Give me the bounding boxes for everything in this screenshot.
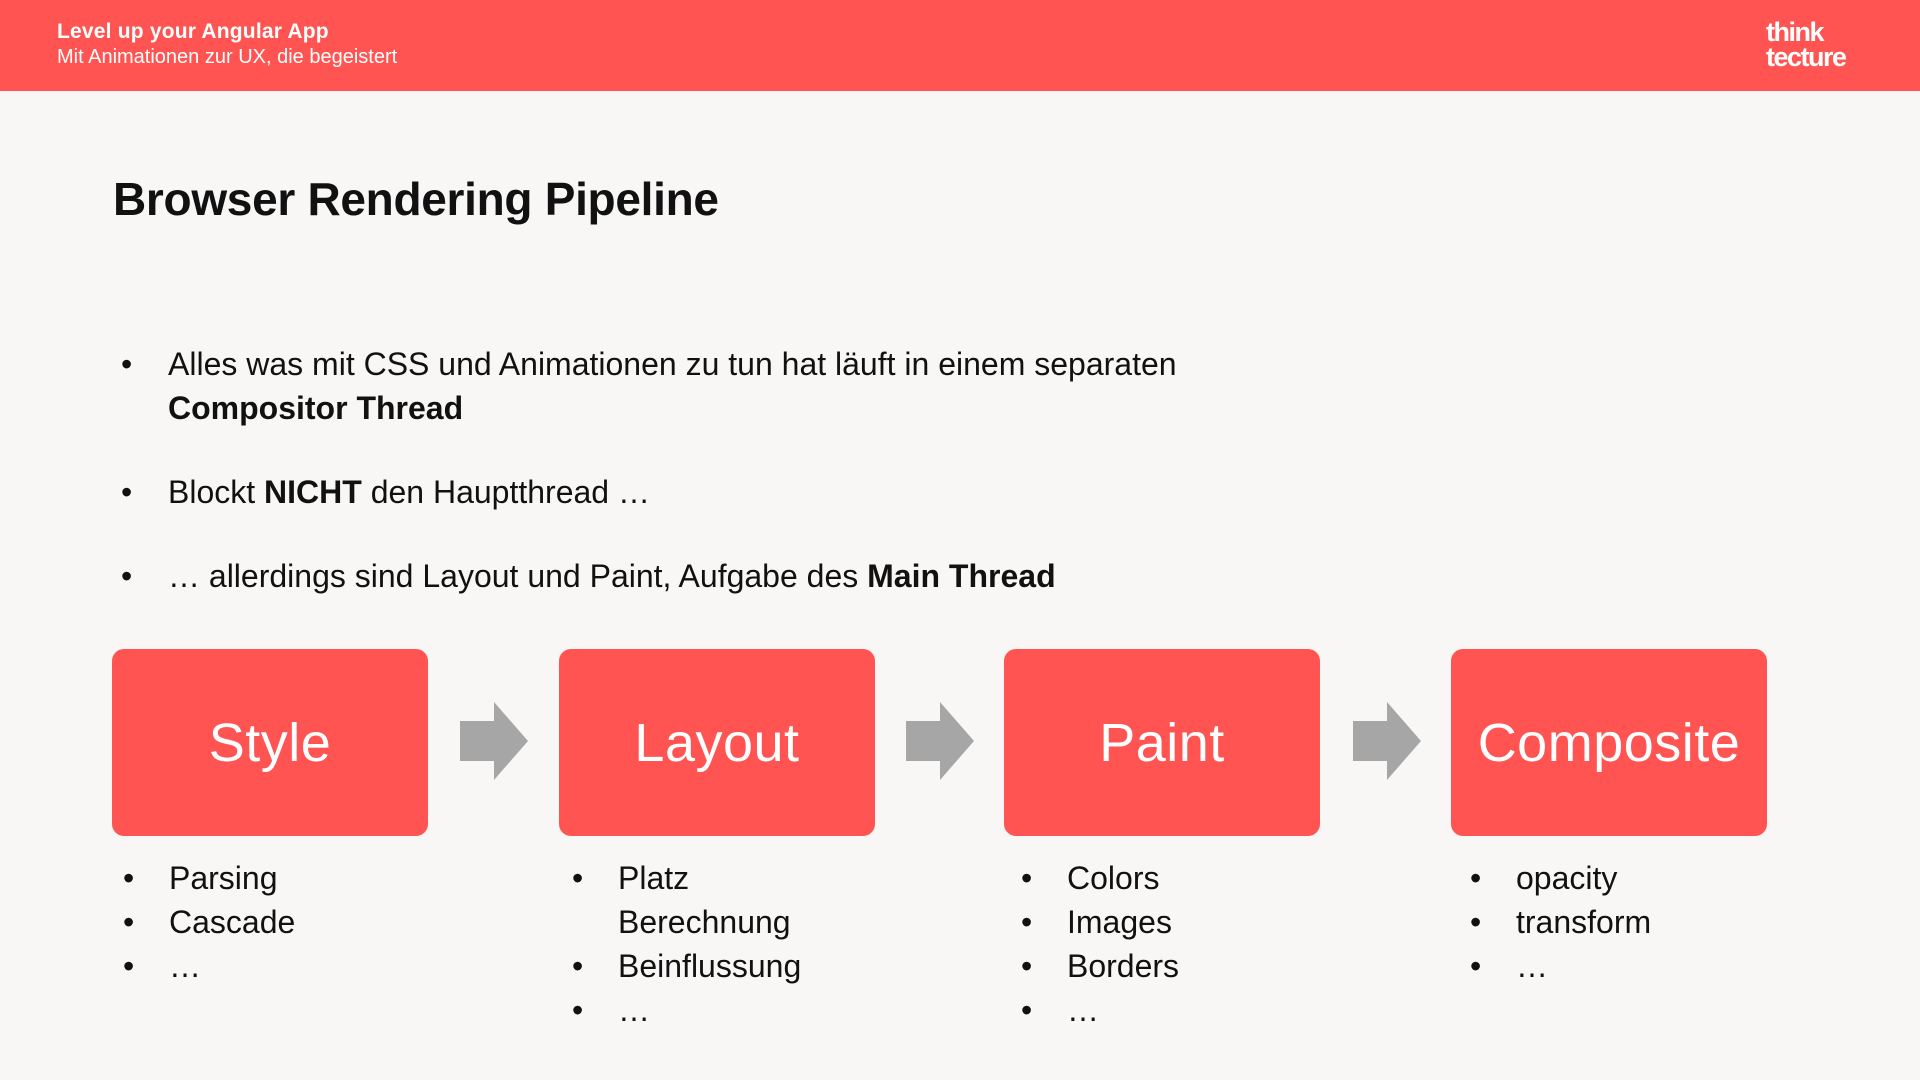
- bullet-item-1: [113, 342, 1413, 430]
- header-title: Level up your Angular App: [57, 20, 329, 43]
- bullet-3-bold: Main Thread: [867, 558, 1056, 594]
- bullet-2-after: den Hauptthread …: [361, 474, 650, 510]
- list-item: • …: [1011, 988, 1341, 1032]
- slide-title: Browser Rendering Pipeline: [113, 173, 719, 225]
- logo-line-1: think: [1766, 17, 1823, 47]
- bullet-2-text: Blockt: [168, 474, 265, 510]
- list-item: • …: [562, 988, 822, 1032]
- style-details-list: [113, 856, 443, 988]
- pipeline-box-style: Style: [112, 649, 428, 836]
- list-item: • …: [113, 944, 443, 988]
- list-item: • Cascade: [113, 900, 443, 944]
- slide-header: [0, 0, 1920, 91]
- bullet-item-3: [113, 554, 1413, 598]
- list-item: • Parsing: [113, 856, 443, 900]
- bullet-3-text: … allerdings sind Layout und Paint, Aufgabe des: [168, 558, 868, 594]
- list-item: • Beinflussung: [562, 944, 822, 988]
- bullet-1-bold: Compositor Thread: [168, 390, 464, 426]
- composite-details-list: [1460, 856, 1790, 988]
- thinktecture-logo: [1766, 17, 1856, 72]
- list-item: • …: [1460, 944, 1790, 988]
- pipeline-box-composite: Composite: [1451, 649, 1767, 836]
- pipeline-box-layout: Layout: [559, 649, 875, 836]
- arrow-right-icon: [460, 702, 528, 780]
- bullet-1-text: Alles was mit CSS und Animationen zu tun hat läuft in einem separaten: [168, 346, 1177, 382]
- header-subtitle: Mit Animationen zur UX, die begeistert: [57, 46, 398, 68]
- pipeline-box-paint: Paint: [1004, 649, 1320, 836]
- bullet-item-2: [113, 470, 1413, 514]
- logo-line-2: tecture: [1766, 42, 1846, 72]
- layout-details-list: [562, 856, 822, 1032]
- arrow-right-icon: [906, 702, 974, 780]
- list-item: • Borders: [1011, 944, 1341, 988]
- list-item: • Images: [1011, 900, 1341, 944]
- list-item: • transform: [1460, 900, 1790, 944]
- list-item: • opacity: [1460, 856, 1790, 900]
- list-item: • Colors: [1011, 856, 1341, 900]
- list-item: • Platz Berechnung: [562, 856, 822, 944]
- arrow-right-icon: [1353, 702, 1421, 780]
- paint-details-list: [1011, 856, 1341, 1032]
- bullet-2-bold: NICHT: [264, 474, 362, 510]
- bullet-list: [113, 342, 1413, 638]
